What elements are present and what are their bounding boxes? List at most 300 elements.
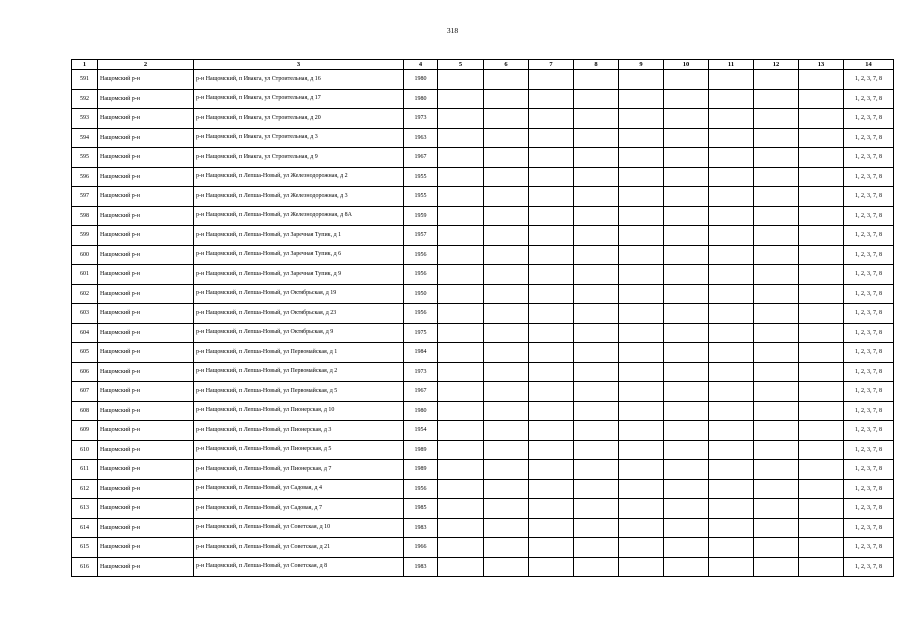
- row-number-cell: 610: [72, 440, 98, 460]
- empty-cell: [484, 460, 529, 480]
- column-14-cell: 1, 2, 3, 7, 8: [844, 284, 894, 304]
- empty-cell: [574, 304, 619, 324]
- empty-cell: [484, 128, 529, 148]
- column-14-cell: 1, 2, 3, 7, 8: [844, 187, 894, 207]
- row-number-cell: 601: [72, 265, 98, 285]
- district-cell: Нащомский р-н: [98, 167, 194, 187]
- column-14-cell: 1, 2, 3, 7, 8: [844, 401, 894, 421]
- empty-cell: [619, 109, 664, 129]
- column-14-cell: 1, 2, 3, 7, 8: [844, 460, 894, 480]
- empty-cell: [484, 265, 529, 285]
- page-number: 318: [446, 26, 459, 35]
- empty-cell: [529, 89, 574, 109]
- empty-cell: [754, 440, 799, 460]
- empty-cell: [799, 323, 844, 343]
- table-row: [72, 70, 894, 90]
- column-header: 13: [799, 60, 844, 70]
- empty-cell: [664, 343, 709, 363]
- column-14-cell: 1, 2, 3, 7, 8: [844, 538, 894, 558]
- empty-cell: [754, 206, 799, 226]
- column-14-cell: 1, 2, 3, 7, 8: [844, 343, 894, 363]
- empty-cell: [574, 226, 619, 246]
- empty-cell: [754, 89, 799, 109]
- header-row: [72, 60, 894, 70]
- empty-cell: [438, 206, 484, 226]
- year-cell: 1967: [404, 382, 438, 402]
- empty-cell: [529, 401, 574, 421]
- empty-cell: [619, 557, 664, 577]
- year-cell: 1980: [404, 70, 438, 90]
- empty-cell: [664, 167, 709, 187]
- empty-cell: [754, 421, 799, 441]
- empty-cell: [574, 128, 619, 148]
- empty-cell: [799, 440, 844, 460]
- empty-cell: [709, 226, 754, 246]
- empty-cell: [709, 206, 754, 226]
- district-cell: Нащомский р-н: [98, 206, 194, 226]
- empty-cell: [484, 382, 529, 402]
- empty-cell: [574, 167, 619, 187]
- empty-cell: [664, 265, 709, 285]
- empty-cell: [484, 167, 529, 187]
- empty-cell: [619, 128, 664, 148]
- column-14-cell: 1, 2, 3, 7, 8: [844, 89, 894, 109]
- empty-cell: [529, 499, 574, 519]
- empty-cell: [664, 440, 709, 460]
- district-cell: Нащомский р-н: [98, 538, 194, 558]
- column-14-cell: 1, 2, 3, 7, 8: [844, 167, 894, 187]
- district-cell: Нащомский р-н: [98, 440, 194, 460]
- empty-cell: [574, 557, 619, 577]
- column-14-cell: 1, 2, 3, 7, 8: [844, 499, 894, 519]
- empty-cell: [574, 89, 619, 109]
- empty-cell: [619, 245, 664, 265]
- empty-cell: [438, 70, 484, 90]
- row-number-cell: 591: [72, 70, 98, 90]
- row-number-cell: 614: [72, 518, 98, 538]
- empty-cell: [619, 70, 664, 90]
- empty-cell: [664, 284, 709, 304]
- empty-cell: [664, 460, 709, 480]
- empty-cell: [529, 479, 574, 499]
- district-cell: Нащомский р-н: [98, 187, 194, 207]
- empty-cell: [799, 499, 844, 519]
- empty-cell: [484, 557, 529, 577]
- empty-cell: [709, 499, 754, 519]
- empty-cell: [754, 343, 799, 363]
- address-cell: р-н Нащомский, п Лепша-Новый, ул Заречная Тупик, д 1: [194, 226, 404, 246]
- empty-cell: [709, 323, 754, 343]
- empty-cell: [664, 70, 709, 90]
- empty-cell: [484, 538, 529, 558]
- empty-cell: [664, 148, 709, 168]
- address-cell: р-н Нащомский, п Лепша-Новый, ул Железнодорожная, д 8А: [194, 206, 404, 226]
- column-header: 2: [98, 60, 194, 70]
- empty-cell: [484, 70, 529, 90]
- empty-cell: [709, 245, 754, 265]
- empty-cell: [484, 323, 529, 343]
- empty-cell: [619, 206, 664, 226]
- empty-cell: [664, 226, 709, 246]
- empty-cell: [484, 304, 529, 324]
- empty-cell: [529, 128, 574, 148]
- empty-cell: [799, 401, 844, 421]
- empty-cell: [438, 323, 484, 343]
- column-14-cell: 1, 2, 3, 7, 8: [844, 70, 894, 90]
- district-cell: Нащомский р-н: [98, 518, 194, 538]
- empty-cell: [574, 362, 619, 382]
- row-number-cell: 609: [72, 421, 98, 441]
- address-cell: р-н Нащомский, п Ивакга, ул Строительная, д 16: [194, 70, 404, 90]
- empty-cell: [529, 226, 574, 246]
- year-cell: 1989: [404, 440, 438, 460]
- year-cell: 1989: [404, 460, 438, 480]
- empty-cell: [619, 323, 664, 343]
- empty-cell: [529, 518, 574, 538]
- district-cell: Нащомский р-н: [98, 265, 194, 285]
- empty-cell: [799, 70, 844, 90]
- year-cell: 1973: [404, 109, 438, 129]
- address-cell: р-н Нащомский, п Лепша-Новый, ул Железнодорожная, д 3: [194, 187, 404, 207]
- empty-cell: [799, 304, 844, 324]
- empty-cell: [529, 187, 574, 207]
- empty-cell: [438, 538, 484, 558]
- year-cell: 1956: [404, 265, 438, 285]
- column-14-cell: 1, 2, 3, 7, 8: [844, 518, 894, 538]
- row-number-cell: 615: [72, 538, 98, 558]
- empty-cell: [709, 440, 754, 460]
- column-header: 1: [72, 60, 98, 70]
- address-cell: р-н Нащомский, п Лепша-Новый, ул Заречная Тупик, д 9: [194, 265, 404, 285]
- district-cell: Нащомский р-н: [98, 499, 194, 519]
- empty-cell: [438, 265, 484, 285]
- column-header: 14: [844, 60, 894, 70]
- empty-cell: [799, 382, 844, 402]
- empty-cell: [709, 538, 754, 558]
- empty-cell: [799, 557, 844, 577]
- year-cell: 1973: [404, 362, 438, 382]
- empty-cell: [754, 323, 799, 343]
- year-cell: 1956: [404, 304, 438, 324]
- empty-cell: [574, 109, 619, 129]
- empty-cell: [619, 499, 664, 519]
- empty-cell: [709, 421, 754, 441]
- district-cell: Нащомский р-н: [98, 401, 194, 421]
- empty-cell: [529, 284, 574, 304]
- empty-cell: [484, 226, 529, 246]
- empty-cell: [438, 128, 484, 148]
- empty-cell: [664, 128, 709, 148]
- empty-cell: [664, 382, 709, 402]
- column-14-cell: 1, 2, 3, 7, 8: [844, 304, 894, 324]
- empty-cell: [484, 499, 529, 519]
- empty-cell: [709, 167, 754, 187]
- empty-cell: [709, 460, 754, 480]
- empty-cell: [529, 304, 574, 324]
- empty-cell: [799, 479, 844, 499]
- empty-cell: [438, 421, 484, 441]
- table-row: [72, 109, 894, 129]
- table-row: [72, 557, 894, 577]
- district-cell: Нащомский р-н: [98, 382, 194, 402]
- empty-cell: [709, 343, 754, 363]
- table-row: [72, 284, 894, 304]
- empty-cell: [754, 538, 799, 558]
- row-number-cell: 607: [72, 382, 98, 402]
- empty-cell: [574, 401, 619, 421]
- address-cell: р-н Нащомский, п Ивакга, ул Строительная, д 20: [194, 109, 404, 129]
- empty-cell: [529, 343, 574, 363]
- address-cell: р-н Нащомский, п Лепша-Новый, ул Садовая, д 7: [194, 499, 404, 519]
- empty-cell: [754, 167, 799, 187]
- column-header: 4: [404, 60, 438, 70]
- table-row: [72, 421, 894, 441]
- empty-cell: [529, 167, 574, 187]
- empty-cell: [664, 362, 709, 382]
- row-number-cell: 611: [72, 460, 98, 480]
- district-cell: Нащомский р-н: [98, 479, 194, 499]
- empty-cell: [664, 479, 709, 499]
- district-cell: Нащомский р-н: [98, 421, 194, 441]
- table-body: [72, 70, 894, 577]
- empty-cell: [619, 304, 664, 324]
- table-row: [72, 479, 894, 499]
- table-row: [72, 323, 894, 343]
- empty-cell: [709, 382, 754, 402]
- district-cell: Нащомский р-н: [98, 362, 194, 382]
- empty-cell: [664, 109, 709, 129]
- empty-cell: [754, 304, 799, 324]
- table-row: [72, 362, 894, 382]
- table-row: [72, 206, 894, 226]
- district-cell: Нащомский р-н: [98, 323, 194, 343]
- empty-cell: [438, 148, 484, 168]
- address-cell: р-н Нащомский, п Лепша-Новый, ул Пионерская, д 7: [194, 460, 404, 480]
- address-cell: р-н Нащомский, п Лепша-Новый, ул Советская, д 21: [194, 538, 404, 558]
- year-cell: 1984: [404, 343, 438, 363]
- empty-cell: [664, 518, 709, 538]
- empty-cell: [664, 187, 709, 207]
- address-cell: р-н Нащомский, п Лепша-Новый, ул Пионерская, д 3: [194, 421, 404, 441]
- address-cell: р-н Нащомский, п Лепша-Новый, ул Пионерская, д 10: [194, 401, 404, 421]
- empty-cell: [799, 265, 844, 285]
- empty-cell: [664, 304, 709, 324]
- table-row: [72, 167, 894, 187]
- empty-cell: [438, 284, 484, 304]
- table-row: [72, 89, 894, 109]
- empty-cell: [799, 226, 844, 246]
- empty-cell: [574, 479, 619, 499]
- empty-cell: [529, 421, 574, 441]
- empty-cell: [484, 284, 529, 304]
- empty-cell: [754, 284, 799, 304]
- empty-cell: [754, 265, 799, 285]
- empty-cell: [619, 538, 664, 558]
- empty-cell: [664, 421, 709, 441]
- year-cell: 1980: [404, 401, 438, 421]
- district-cell: Нащомский р-н: [98, 557, 194, 577]
- empty-cell: [438, 245, 484, 265]
- empty-cell: [438, 167, 484, 187]
- table-row: [72, 265, 894, 285]
- empty-cell: [438, 187, 484, 207]
- district-cell: Нащомский р-н: [98, 128, 194, 148]
- empty-cell: [664, 323, 709, 343]
- empty-cell: [709, 70, 754, 90]
- empty-cell: [619, 460, 664, 480]
- empty-cell: [799, 109, 844, 129]
- empty-cell: [754, 148, 799, 168]
- address-cell: р-н Нащомский, п Лепша-Новый, ул Советская, д 10: [194, 518, 404, 538]
- column-header: 12: [754, 60, 799, 70]
- year-cell: 1980: [404, 89, 438, 109]
- column-14-cell: 1, 2, 3, 7, 8: [844, 109, 894, 129]
- column-header: 3: [194, 60, 404, 70]
- empty-cell: [619, 343, 664, 363]
- empty-cell: [438, 109, 484, 129]
- year-cell: 1957: [404, 226, 438, 246]
- empty-cell: [438, 343, 484, 363]
- empty-cell: [484, 479, 529, 499]
- column-14-cell: 1, 2, 3, 7, 8: [844, 206, 894, 226]
- district-cell: Нащомский р-н: [98, 226, 194, 246]
- empty-cell: [709, 479, 754, 499]
- empty-cell: [754, 226, 799, 246]
- column-header: 9: [619, 60, 664, 70]
- empty-cell: [709, 362, 754, 382]
- year-cell: 1983: [404, 518, 438, 538]
- empty-cell: [574, 538, 619, 558]
- empty-cell: [664, 206, 709, 226]
- year-cell: 1955: [404, 187, 438, 207]
- empty-cell: [754, 109, 799, 129]
- empty-cell: [619, 421, 664, 441]
- empty-cell: [754, 460, 799, 480]
- empty-cell: [484, 89, 529, 109]
- district-cell: Нащомский р-н: [98, 304, 194, 324]
- row-number-cell: 598: [72, 206, 98, 226]
- empty-cell: [664, 538, 709, 558]
- empty-cell: [799, 245, 844, 265]
- empty-cell: [484, 148, 529, 168]
- empty-cell: [799, 187, 844, 207]
- empty-cell: [799, 206, 844, 226]
- empty-cell: [709, 128, 754, 148]
- row-number-cell: 602: [72, 284, 98, 304]
- empty-cell: [484, 206, 529, 226]
- column-14-cell: 1, 2, 3, 7, 8: [844, 148, 894, 168]
- empty-cell: [574, 284, 619, 304]
- column-14-cell: 1, 2, 3, 7, 8: [844, 362, 894, 382]
- empty-cell: [574, 343, 619, 363]
- empty-cell: [574, 499, 619, 519]
- column-14-cell: 1, 2, 3, 7, 8: [844, 382, 894, 402]
- district-cell: Нащомский р-н: [98, 109, 194, 129]
- empty-cell: [574, 148, 619, 168]
- table-row: [72, 304, 894, 324]
- table-row: [72, 226, 894, 246]
- empty-cell: [754, 382, 799, 402]
- row-number-cell: 595: [72, 148, 98, 168]
- address-cell: р-н Нащомский, п Лепша-Новый, ул Советская, д 8: [194, 557, 404, 577]
- empty-cell: [438, 440, 484, 460]
- address-cell: р-н Нащомский, п Лепша-Новый, ул Железнодорожная, д 2: [194, 167, 404, 187]
- empty-cell: [664, 245, 709, 265]
- empty-cell: [574, 206, 619, 226]
- empty-cell: [574, 460, 619, 480]
- empty-cell: [664, 89, 709, 109]
- row-number-cell: 604: [72, 323, 98, 343]
- empty-cell: [754, 479, 799, 499]
- column-14-cell: 1, 2, 3, 7, 8: [844, 265, 894, 285]
- district-cell: Нащомский р-н: [98, 284, 194, 304]
- table-row: [72, 460, 894, 480]
- column-14-cell: 1, 2, 3, 7, 8: [844, 226, 894, 246]
- empty-cell: [484, 401, 529, 421]
- empty-cell: [438, 518, 484, 538]
- empty-cell: [799, 89, 844, 109]
- empty-cell: [709, 265, 754, 285]
- empty-cell: [529, 245, 574, 265]
- table-row: [72, 538, 894, 558]
- empty-cell: [754, 245, 799, 265]
- empty-cell: [574, 323, 619, 343]
- address-cell: р-н Нащомский, п Лепша-Новый, ул Октябрьская, д 9: [194, 323, 404, 343]
- column-header: 7: [529, 60, 574, 70]
- empty-cell: [709, 518, 754, 538]
- year-cell: 1963: [404, 128, 438, 148]
- empty-cell: [799, 421, 844, 441]
- empty-cell: [574, 187, 619, 207]
- empty-cell: [438, 226, 484, 246]
- address-cell: р-н Нащомский, п Ивакга, ул Строительная, д 3: [194, 128, 404, 148]
- empty-cell: [529, 265, 574, 285]
- empty-cell: [619, 187, 664, 207]
- district-cell: Нащомский р-н: [98, 89, 194, 109]
- row-number-cell: 608: [72, 401, 98, 421]
- table-row: [72, 245, 894, 265]
- district-cell: Нащомский р-н: [98, 460, 194, 480]
- row-number-cell: 616: [72, 557, 98, 577]
- year-cell: 1954: [404, 421, 438, 441]
- empty-cell: [438, 362, 484, 382]
- empty-cell: [438, 401, 484, 421]
- district-cell: Нащомский р-н: [98, 343, 194, 363]
- empty-cell: [799, 343, 844, 363]
- empty-cell: [799, 362, 844, 382]
- empty-cell: [799, 284, 844, 304]
- year-cell: 1975: [404, 323, 438, 343]
- empty-cell: [619, 226, 664, 246]
- column-14-cell: 1, 2, 3, 7, 8: [844, 323, 894, 343]
- empty-cell: [574, 70, 619, 90]
- empty-cell: [529, 440, 574, 460]
- address-cell: р-н Нащомский, п Ивакга, ул Строительная, д 9: [194, 148, 404, 168]
- empty-cell: [529, 538, 574, 558]
- empty-cell: [438, 460, 484, 480]
- row-number-cell: 606: [72, 362, 98, 382]
- empty-cell: [484, 440, 529, 460]
- year-cell: 1955: [404, 167, 438, 187]
- table-row: [72, 148, 894, 168]
- empty-cell: [754, 401, 799, 421]
- district-cell: Нащомский р-н: [98, 148, 194, 168]
- empty-cell: [529, 323, 574, 343]
- row-number-cell: 593: [72, 109, 98, 129]
- year-cell: 1956: [404, 479, 438, 499]
- empty-cell: [529, 148, 574, 168]
- address-cell: р-н Нащомский, п Лепша-Новый, ул Октябрьская, д 23: [194, 304, 404, 324]
